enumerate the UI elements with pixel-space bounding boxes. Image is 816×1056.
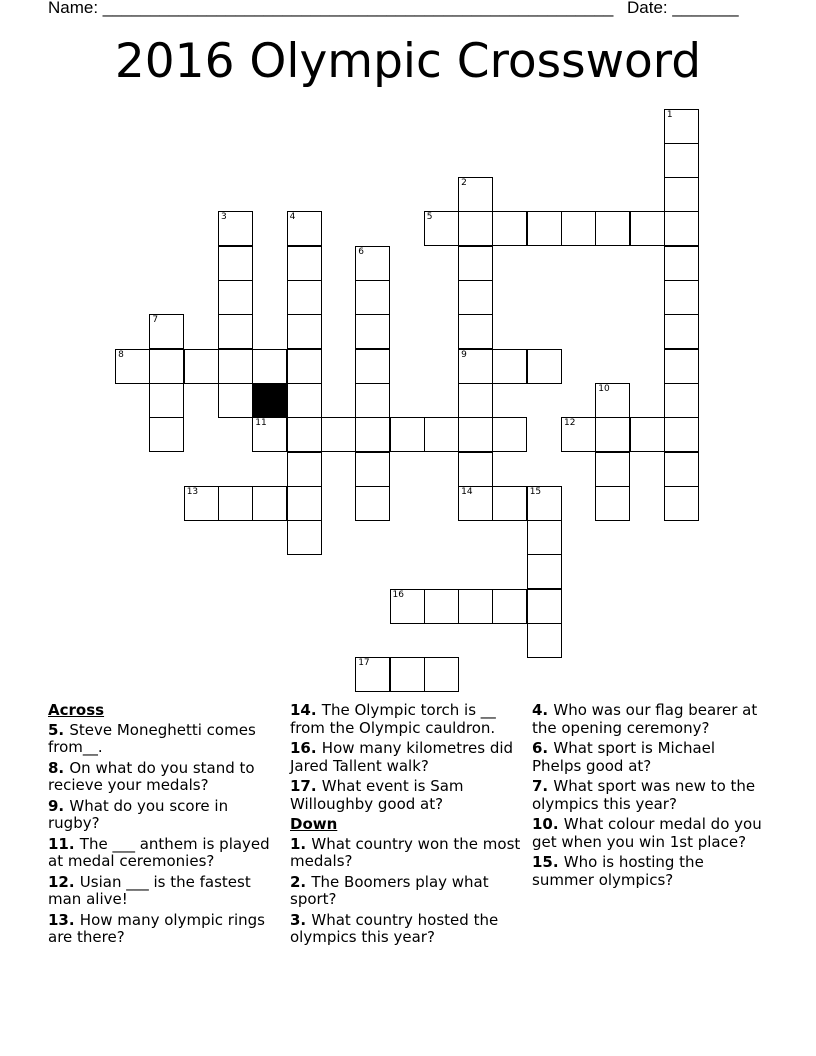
clue-item-text: Usian ___ is the fastest man alive! [48,872,251,908]
down-clue-list-continued [532,702,762,889]
clue-item [290,740,522,775]
clue-item [48,760,280,795]
clue-item [532,854,762,889]
grid-cell[interactable] [390,589,425,624]
grid-cell[interactable] [664,109,699,144]
clue-item-number: 2. [290,872,312,891]
clue-column-3 [532,702,762,892]
clue-item-text: The Olympic torch is __ from the Olympic cauldron. [290,701,496,737]
grid-cell[interactable] [218,383,253,418]
clue-item-text: What country won the most medals? [290,834,521,870]
grid-cell[interactable] [527,589,562,624]
clue-column-2 [290,702,522,950]
clue-number: 5 [426,212,433,223]
grid-cell[interactable] [218,314,253,349]
grid-cell[interactable] [287,383,322,418]
name-field-label: Name: ______________________________________________________ [48,0,614,17]
clue-item-text: The Boomers play what sport? [290,872,489,908]
clue-item-number: 14. [290,701,322,719]
clue-number: 12 [564,418,576,429]
grid-cell[interactable] [458,452,493,487]
down-clue-list [290,836,522,947]
across-clue-list [48,722,280,947]
grid-cell[interactable] [595,417,630,452]
clue-item-text: Who was our flag bearer at the opening ceremony? [532,701,758,737]
grid-cell[interactable] [218,280,253,315]
grid-cell[interactable] [355,246,390,281]
clue-item [290,836,522,871]
clue-number: 15 [529,486,542,497]
grid-cell[interactable] [595,211,630,246]
date-field-label: Date: _______ [627,0,739,17]
clue-item-number: 3. [290,910,312,929]
grid-cell[interactable] [458,314,493,349]
clue-item-number: 11. [48,834,80,853]
grid-cell[interactable] [492,417,527,452]
grid-cell[interactable] [492,486,527,521]
grid-cell[interactable] [424,211,459,246]
clue-item-text: What do you score in rugby? [48,796,229,832]
clue-column-1 [48,702,280,950]
grid-cell[interactable] [561,211,596,246]
grid-cell[interactable] [595,486,630,521]
grid-cell[interactable] [149,349,184,384]
grid-cell[interactable] [527,486,562,521]
grid-cell[interactable] [527,623,562,658]
clue-number: 9 [461,349,467,360]
grid-cell[interactable] [184,349,219,384]
clue-number: 1 [666,109,673,120]
clue-number: 10 [598,383,610,394]
clue-item-number: 4. [532,701,554,719]
clue-item-number: 12. [48,872,80,891]
grid-cell[interactable] [664,246,699,281]
grid-cell[interactable] [355,280,390,315]
grid-cell[interactable] [287,349,322,384]
grid-cell[interactable] [664,452,699,487]
clue-item [48,836,280,871]
grid-cell[interactable] [355,486,390,521]
clue-item-text: On what do you stand to recieve your medals? [48,758,255,794]
grid-cell[interactable] [252,417,287,452]
clue-item-number: 13. [48,910,80,929]
clue-number: 8 [118,349,124,360]
clue-item-number: 1. [290,834,312,853]
grid-cell[interactable] [595,452,630,487]
grid-cell[interactable] [355,657,390,692]
grid-cell[interactable] [287,452,322,487]
grid-cell[interactable] [287,246,322,281]
grid-cell[interactable] [287,314,322,349]
grid-cell[interactable] [287,417,322,452]
grid-cell[interactable] [458,211,493,246]
grid-cell[interactable] [149,314,184,349]
grid-cell[interactable] [218,246,253,281]
across-clue-list-continued [290,702,522,813]
grid-cell[interactable] [492,589,527,624]
clue-number: 3 [221,212,227,223]
clue-number: 11 [255,418,267,429]
grid-cell[interactable] [218,211,253,246]
clue-item [48,722,280,757]
grid-cell[interactable] [355,383,390,418]
grid-cell[interactable] [390,417,425,452]
grid-cell[interactable] [355,452,390,487]
grid-cell[interactable] [664,177,699,212]
grid-cell[interactable] [664,417,699,452]
grid-cell[interactable] [527,554,562,589]
clue-item [48,798,280,833]
clue-number: 17 [358,658,370,669]
grid-cell[interactable] [458,246,493,281]
grid-cell[interactable] [664,486,699,521]
clue-number: 2 [461,178,467,189]
clue-item-number: 15. [532,853,564,871]
grid-cell[interactable] [287,520,322,555]
clue-item-text: The ___ anthem is played at medal ceremonies? [48,834,270,870]
clue-item-number: 8. [48,758,70,777]
grid-cell[interactable] [424,417,459,452]
clue-number: 16 [392,589,404,600]
grid-cell[interactable] [390,657,425,692]
clue-item [532,778,762,813]
clue-item [290,912,522,947]
grid-cell[interactable] [664,349,699,384]
clue-item-text: What sport is Michael Phelps good at? [532,739,716,775]
grid-cell[interactable] [287,280,322,315]
page-title: 2016 Olympic Crossword [114,34,702,89]
grid-cell[interactable] [218,349,253,384]
down-header: Down [290,815,338,833]
grid-cell[interactable] [527,520,562,555]
grid-cell[interactable] [149,383,184,418]
black-cell [252,383,287,418]
clue-item-text: What colour medal do you get when you win 1st place? [532,815,762,851]
clue-item-number: 5. [48,720,70,739]
clue-item-text: How many kilometres did Jared Tallent walk? [290,739,514,775]
grid-cell[interactable] [321,417,356,452]
grid-cell[interactable] [492,349,527,384]
clue-item-text: How many olympic rings are there? [48,910,265,946]
grid-cell[interactable] [287,211,322,246]
clue-item-number: 6. [532,739,554,757]
grid-cell[interactable] [252,486,287,521]
grid-cell[interactable] [664,314,699,349]
grid-cell[interactable] [664,383,699,418]
grid-cell[interactable] [664,143,699,178]
clue-item-text: What event is Sam Willoughby good at? [290,777,464,813]
grid-cell[interactable] [595,383,630,418]
grid-cell[interactable] [287,486,322,521]
grid-cell[interactable] [424,589,459,624]
grid-cell[interactable] [252,349,287,384]
grid-cell[interactable] [561,417,596,452]
grid-cell[interactable] [664,211,699,246]
grid-cell[interactable] [355,349,390,384]
clue-item-text: Steve Moneghetti comes from__. [48,720,256,756]
grid-cell[interactable] [527,211,562,246]
clue-item [48,874,280,909]
clue-item-text: What country hosted the olympics this year? [290,910,499,946]
clue-number: 4 [289,212,296,223]
clue-item-number: 7. [532,777,554,795]
clue-number: 6 [358,246,364,257]
grid-cell[interactable] [424,657,459,692]
clue-item-number: 16. [290,739,322,757]
grid-cell[interactable] [184,486,219,521]
across-header: Across [48,701,105,719]
grid-cell[interactable] [630,211,665,246]
clue-item-number: 9. [48,796,70,815]
grid-cell[interactable] [458,589,493,624]
grid-cell[interactable] [458,349,493,384]
clue-item [48,912,280,947]
clue-item [532,816,762,851]
grid-cell[interactable] [458,486,493,521]
clue-number: 7 [152,315,159,326]
grid-cell[interactable] [664,280,699,315]
grid-cell[interactable] [458,177,493,212]
clue-item-number: 10. [532,815,564,833]
clue-item [290,702,522,737]
grid-cell[interactable] [458,383,493,418]
clue-item [532,740,762,775]
grid-cell[interactable] [527,349,562,384]
grid-cell[interactable] [355,417,390,452]
grid-cell[interactable] [149,417,184,452]
clue-number: 13 [186,486,199,497]
clue-item [290,874,522,909]
clue-number: 14 [461,486,473,497]
grid-cell[interactable] [492,211,527,246]
grid-cell[interactable] [218,486,253,521]
clue-item [532,702,762,737]
clue-item-number: 17. [290,777,322,795]
clue-item-text: What sport was new to the olympics this year? [532,777,756,813]
grid-cell[interactable] [630,417,665,452]
grid-cell[interactable] [458,280,493,315]
grid-cell[interactable] [115,349,150,384]
grid-cell[interactable] [355,314,390,349]
clue-item-text: Who is hosting the summer olympics? [532,853,704,889]
grid-cell[interactable] [458,417,493,452]
clue-item [290,778,522,813]
